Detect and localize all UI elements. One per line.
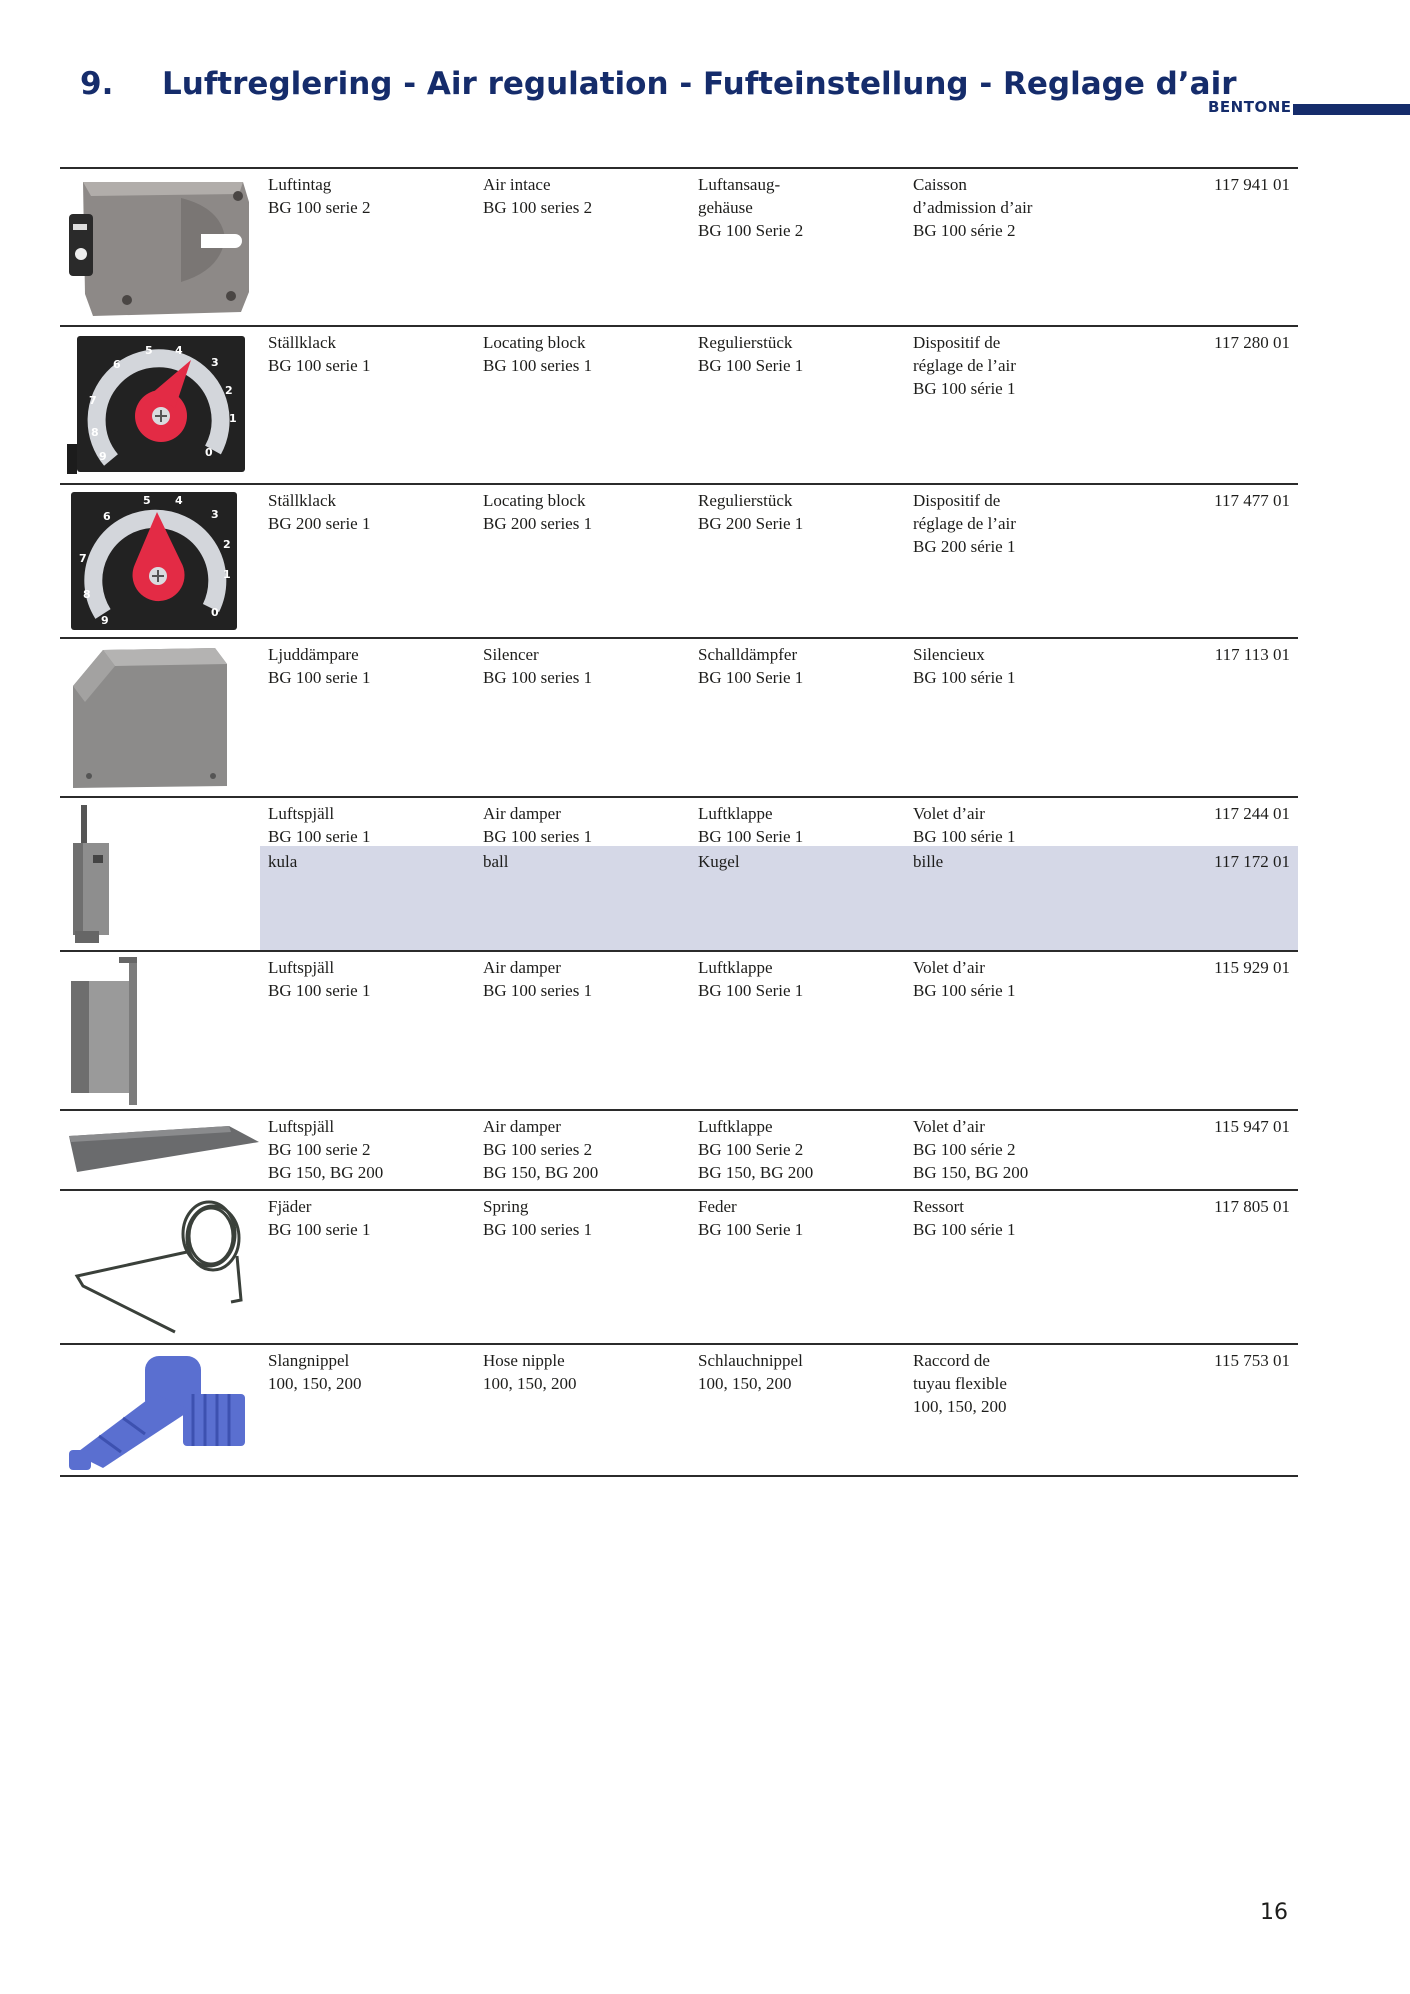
name-fr: Ressort BG 100 série 1 — [913, 1197, 1016, 1239]
name-fr: Silencieux BG 100 série 1 — [913, 645, 1016, 687]
name-en: ball — [483, 852, 509, 871]
table-row — [60, 1109, 1298, 1189]
svg-text:5: 5 — [145, 344, 153, 357]
brand-label: BENTONE — [1208, 98, 1292, 116]
name-fr: Dispositif de réglage de l’air BG 100 série 1 — [913, 333, 1016, 398]
name-sv: Ställklack BG 100 serie 1 — [268, 333, 371, 375]
svg-text:5: 5 — [143, 494, 151, 507]
name-de: Luftansaug- gehäuse BG 100 Serie 2 — [698, 175, 804, 240]
name-sv: Slangnippel 100, 150, 200 — [268, 1351, 362, 1393]
svg-text:6: 6 — [113, 358, 121, 371]
table-row — [60, 950, 1298, 1109]
part-number: 117 280 01 — [1214, 333, 1290, 352]
name-en: Hose nipple 100, 150, 200 — [483, 1351, 577, 1393]
name-en: Air damper BG 100 series 2 BG 150, BG 200 — [483, 1117, 599, 1182]
spring-image — [63, 1196, 259, 1342]
brand-bar — [1293, 104, 1410, 115]
page-number: 16 — [1260, 1900, 1288, 1925]
air-damper-image — [63, 803, 259, 949]
name-en: Locating block BG 100 series 1 — [483, 333, 593, 375]
table-row — [60, 325, 1298, 483]
svg-text:9: 9 — [99, 450, 107, 463]
name-fr: Volet d’air BG 100 série 1 — [913, 804, 1016, 846]
part-number: 117 941 01 — [1214, 175, 1290, 194]
section-number: 9. — [80, 66, 114, 102]
parts-table — [60, 167, 1298, 1477]
name-en: Spring BG 100 series 1 — [483, 1197, 593, 1239]
sub-row-ball — [260, 846, 1298, 950]
svg-text:4: 4 — [175, 494, 183, 507]
page-title — [80, 66, 1236, 102]
name-sv: kula — [268, 852, 298, 871]
svg-text:7: 7 — [79, 552, 87, 565]
svg-text:1: 1 — [223, 568, 231, 581]
silencer-image — [63, 644, 259, 794]
name-sv: Luftintag BG 100 serie 2 — [268, 175, 371, 217]
svg-text:9: 9 — [101, 614, 109, 627]
name-de: Luftklappe BG 100 Serie 1 — [698, 958, 804, 1000]
svg-text:6: 6 — [103, 510, 111, 523]
svg-text:4: 4 — [175, 344, 183, 357]
name-de: Regulierstück BG 100 Serie 1 — [698, 333, 804, 375]
name-en: Locating block BG 200 series 1 — [483, 491, 593, 533]
table-row — [60, 796, 1298, 950]
svg-text:8: 8 — [83, 588, 91, 601]
table-row — [60, 483, 1298, 637]
air-damper-plate-image — [63, 1116, 259, 1182]
part-number: 115 753 01 — [1214, 1351, 1290, 1370]
name-fr: Raccord de tuyau flexible 100, 150, 200 — [913, 1351, 1007, 1416]
svg-text:8: 8 — [91, 426, 99, 439]
name-de: Schlauchnippel 100, 150, 200 — [698, 1351, 803, 1393]
svg-text:2: 2 — [225, 384, 233, 397]
name-de: Kugel — [698, 852, 740, 871]
table-row — [60, 167, 1298, 325]
part-number: 115 947 01 — [1214, 1117, 1290, 1136]
svg-text:0: 0 — [205, 446, 213, 459]
name-sv: Ljuddämpare BG 100 serie 1 — [268, 645, 371, 687]
name-de: Schalldämpfer BG 100 Serie 1 — [698, 645, 804, 687]
name-de: Regulierstück BG 200 Serie 1 — [698, 491, 804, 533]
svg-text:2: 2 — [223, 538, 231, 551]
name-sv: Luftspjäll BG 100 serie 2 BG 150, BG 200 — [268, 1117, 384, 1182]
name-fr: Volet d’air BG 100 série 2 BG 150, BG 200 — [913, 1117, 1029, 1182]
name-sv: Fjäder BG 100 serie 1 — [268, 1197, 371, 1239]
locating-block-image — [63, 490, 259, 632]
svg-text:3: 3 — [211, 356, 219, 369]
air-damper-image — [63, 957, 259, 1107]
part-number: 117 477 01 — [1214, 491, 1290, 510]
svg-text:1: 1 — [229, 412, 237, 425]
part-number: 117 172 01 — [1214, 852, 1290, 871]
svg-text:0: 0 — [211, 606, 219, 619]
part-number: 117 244 01 — [1214, 804, 1290, 823]
name-en: Air damper BG 100 series 1 — [483, 958, 593, 1000]
name-sv: Luftspjäll BG 100 serie 1 — [268, 804, 371, 846]
name-fr: Caisson d’admission d’air BG 100 série 2 — [913, 175, 1033, 240]
name-sv: Ställklack BG 200 serie 1 — [268, 491, 371, 533]
part-number: 117 113 01 — [1214, 645, 1290, 664]
table-row — [60, 1343, 1298, 1477]
name-sv: Luftspjäll BG 100 serie 1 — [268, 958, 371, 1000]
section-title: Luftreglering - Air regulation - Fufteinstellung - Reglage d’air — [162, 66, 1237, 102]
table-row — [60, 1189, 1298, 1343]
air-intake-image — [63, 174, 259, 322]
part-number: 117 805 01 — [1214, 1197, 1290, 1216]
svg-text:7: 7 — [89, 394, 97, 407]
svg-text:3: 3 — [211, 508, 219, 521]
name-fr: Volet d’air BG 100 série 1 — [913, 958, 1016, 1000]
part-number: 115 929 01 — [1214, 958, 1290, 977]
name-de: Luftklappe BG 100 Serie 1 — [698, 804, 804, 846]
hose-nipple-image — [63, 1350, 259, 1476]
name-en: Air intace BG 100 series 2 — [483, 175, 593, 217]
name-de: Feder BG 100 Serie 1 — [698, 1197, 804, 1239]
name-en: Silencer BG 100 series 1 — [483, 645, 593, 687]
table-row — [60, 637, 1298, 796]
name-de: Luftklappe BG 100 Serie 2 BG 150, BG 200 — [698, 1117, 814, 1182]
name-fr: Dispositif de réglage de l’air BG 200 série 1 — [913, 491, 1016, 556]
locating-block-image — [63, 332, 259, 480]
name-fr: bille — [913, 852, 944, 871]
name-en: Air damper BG 100 series 1 — [483, 804, 593, 846]
